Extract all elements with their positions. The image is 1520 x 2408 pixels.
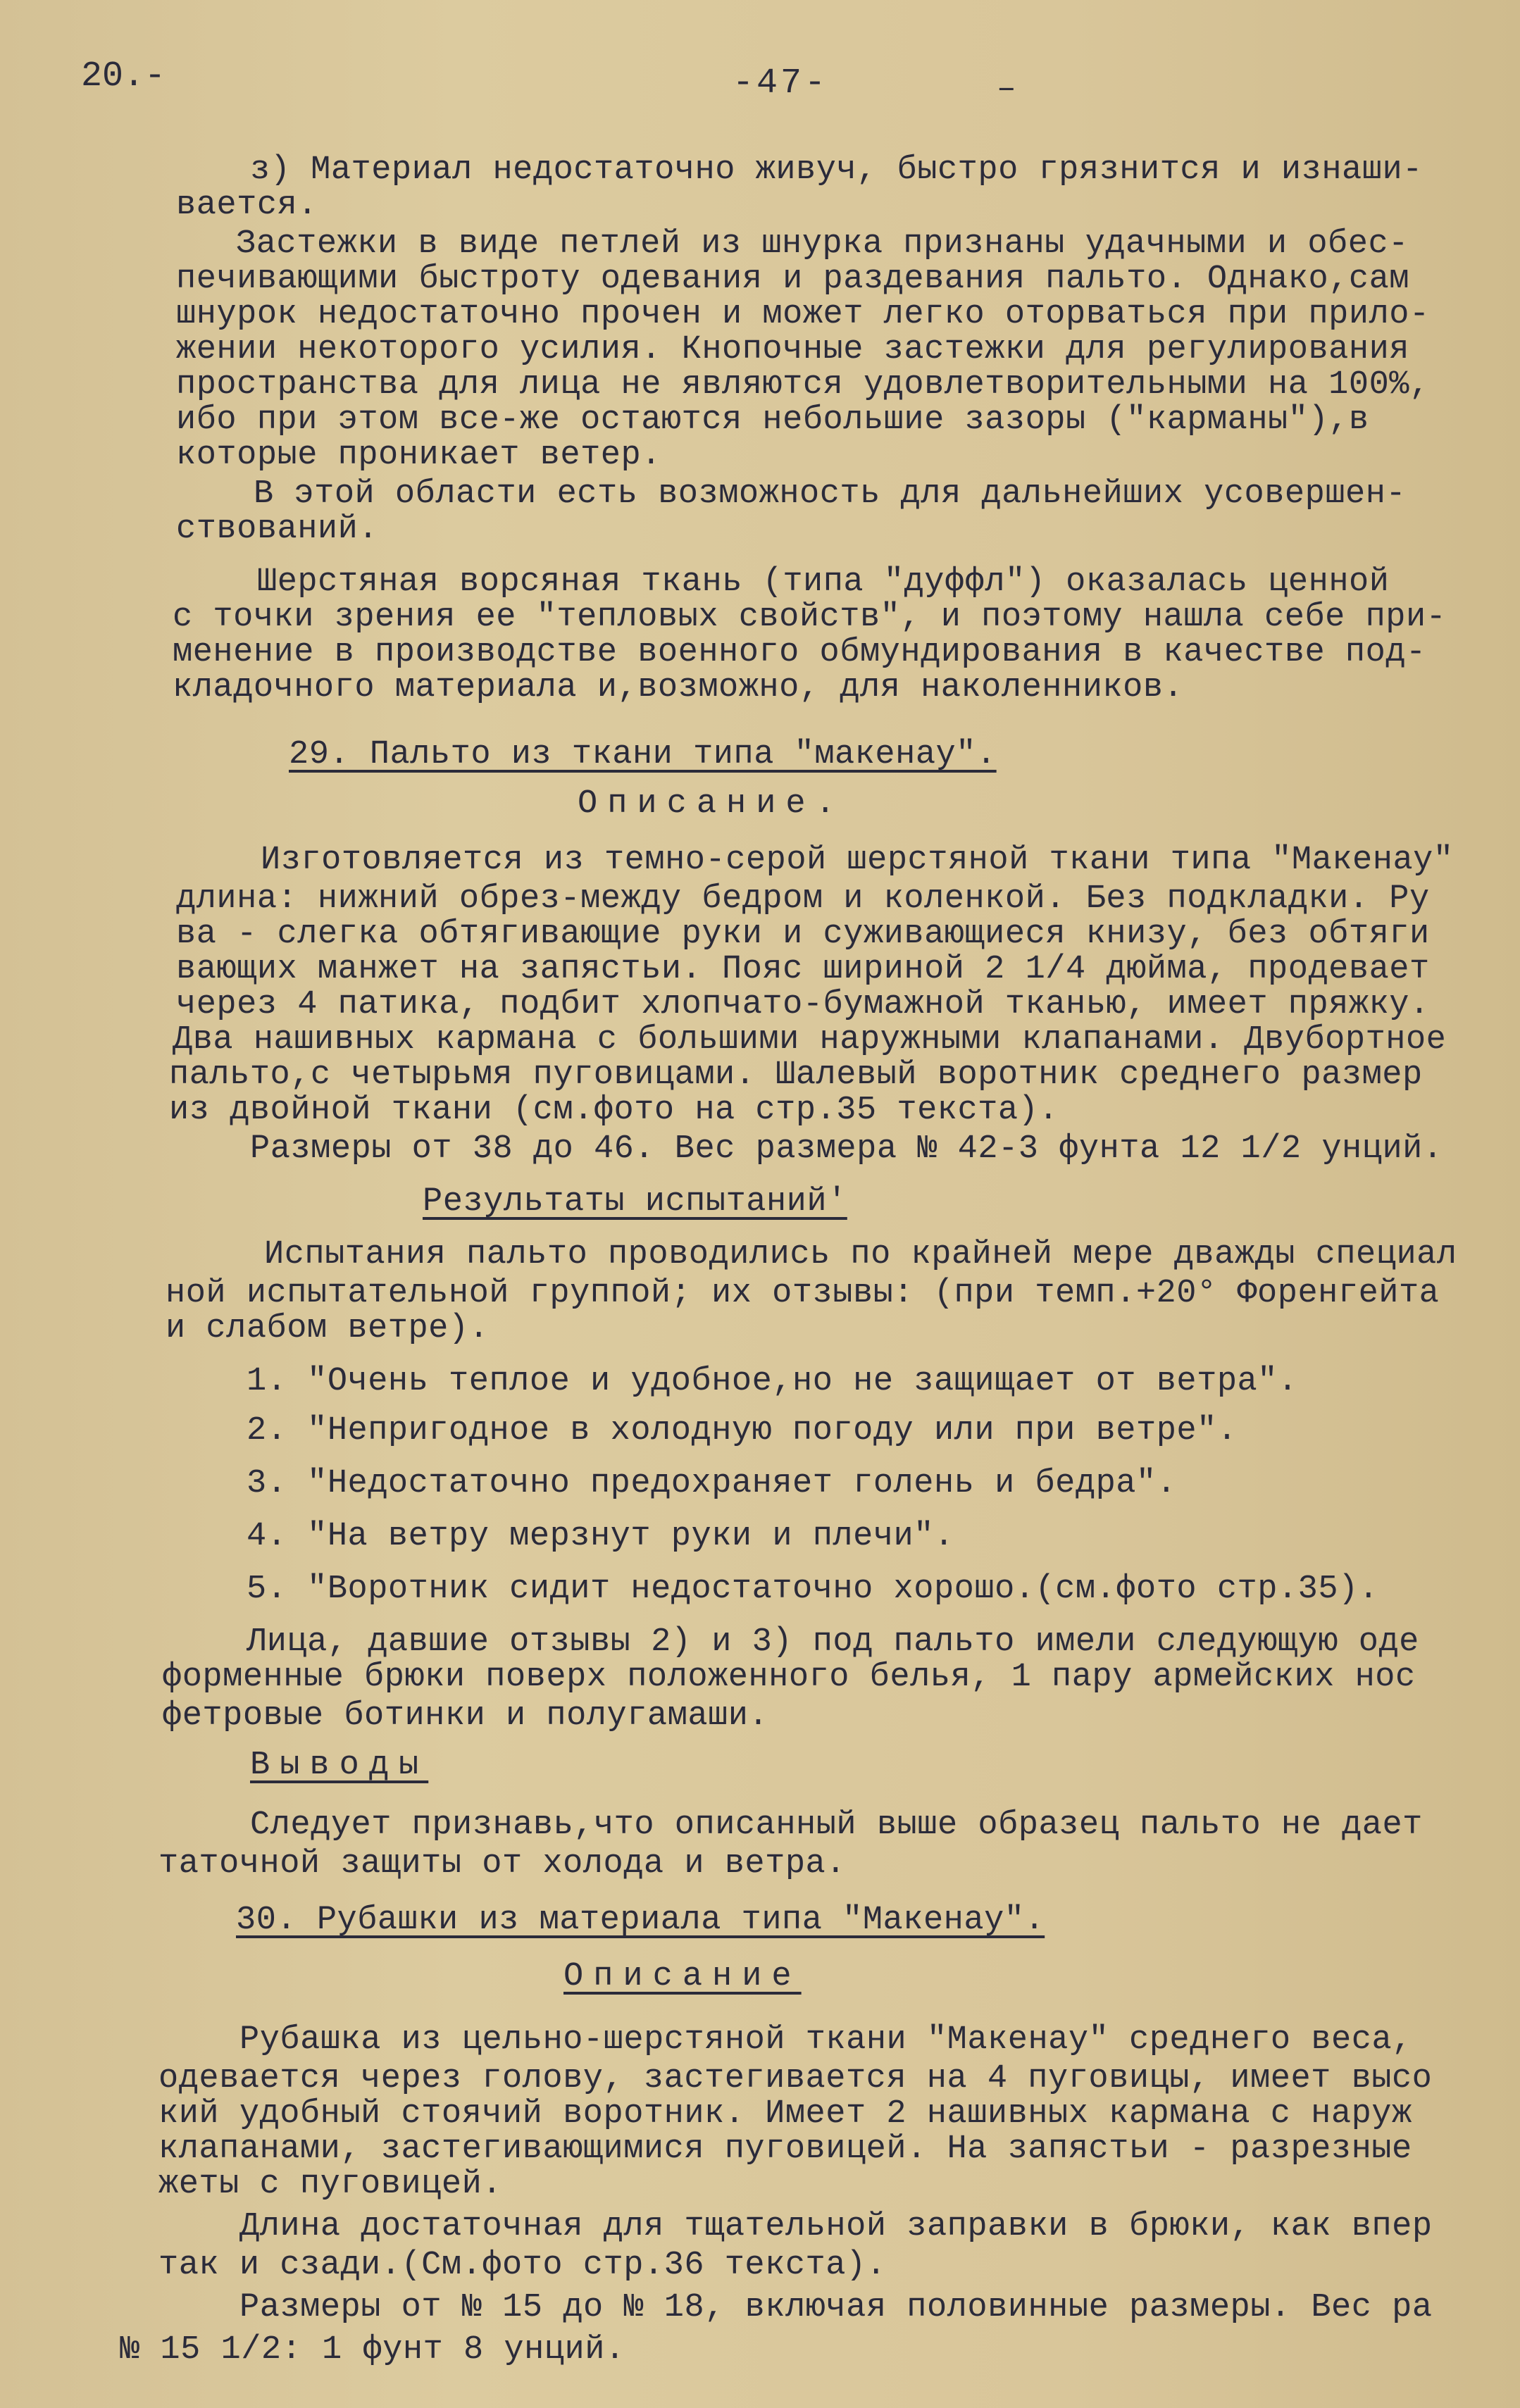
section-subheading: Описание [563, 1958, 802, 1995]
section-subheading: Описание. [578, 785, 845, 823]
text-line: пальто,с четырьмя пуговицами. Шалевый воротник среднего размер [169, 1056, 1423, 1094]
section-subheading: Результаты испытаний' [423, 1183, 847, 1221]
list-item: 5. "Воротник сидит недостаточно хорошо.(см.фото стр.35). [247, 1571, 1379, 1608]
text-line: Шерстяная ворсяная ткань (типа "дуффл") оказалась ценной [257, 563, 1390, 601]
text-line: пространства для лица не являются удовлетворительными на 100%, [176, 366, 1430, 404]
text-line: В этой области есть возможность для дальнейших усовершен- [254, 475, 1407, 513]
text-line: которые проникает ветер. [176, 437, 661, 474]
text-line: Длина достаточная для тщательной заправки в брюки, как впер [239, 2208, 1433, 2245]
text-line: з) Материал недостаточно живуч, быстро грязнится и изнаши- [250, 151, 1423, 189]
text-line: ной испытательной группой; их отзывы: (при темп.+20° Форенгейта [166, 1275, 1440, 1312]
text-line: и слабом ветре). [166, 1310, 490, 1347]
text-line: фетровые ботинки и полугамаши. [162, 1697, 769, 1735]
text-line: шнурок недостаточно прочен и может легко оторваться при прило- [176, 296, 1430, 333]
text-line: Застежки в виде петлей из шнурка признаны удачными и обес- [236, 225, 1409, 263]
text-line: Размеры от № 15 до № 18, включая половинные размеры. Вес ра [239, 2289, 1433, 2326]
text-line: кий удобный стоячий воротник. Имеет 2 нашивных кармана с наруж [158, 2095, 1412, 2133]
text-line: вающих манжет на запястьи. Пояс шириной 2 1/4 дюйма, продевает [176, 951, 1430, 988]
section-subheading: Выводы [250, 1747, 429, 1784]
text-line: Следует признавь,что описанный выше образец пальто не дает [250, 1807, 1423, 1844]
text-line: форменные брюки поверх положенного белья, 1 пару армейских нос [162, 1659, 1416, 1696]
text-line: ибо при этом все-же остаются небольшие зазоры ("карманы"),в [176, 401, 1369, 439]
text-line: Изготовляется из темно-серой шерстяной ткани типа "Макенау" [261, 842, 1454, 879]
list-item: 4. "На ветру мерзнут руки и плечи". [247, 1518, 954, 1555]
text-line: таточной защиты от холода и ветра. [158, 1845, 846, 1883]
text-line: Лица, давшие отзывы 2) и 3) под пальто имели следующую оде [247, 1623, 1419, 1661]
text-line: из двойной ткани (см.фото на стр.35 текста). [169, 1092, 1059, 1129]
text-line: с точки зрения ее "тепловых свойств", и поэтому нашла себе при- [173, 599, 1447, 636]
text-line: одевается через голову, застегивается на 4 пуговицы, имеет высо [158, 2060, 1433, 2097]
text-line: жении некоторого усилия. Кнопочные застежки для регулирования [176, 331, 1409, 368]
text-line: Испытания пальто проводились по крайней мере дважды специал [264, 1236, 1457, 1273]
list-item: 1. "Очень теплое и удобное,но не защищает от ветра". [247, 1363, 1298, 1400]
text-line: кладочного материала и,возможно, для наколенников. [173, 669, 1184, 706]
text-line: жеты с пуговицей. [158, 2166, 502, 2203]
text-line: Два нашивных кармана с большими наружными клапанами. Двубортное [173, 1021, 1447, 1059]
list-item: 3. "Недостаточно предохраняет голень и бедра". [247, 1465, 1177, 1502]
text-line: ствований. [176, 511, 379, 548]
text-line: Рубашка из цельно-шерстяной ткани "Макенау" среднего веса, [239, 2021, 1412, 2059]
text-line: так и сзади.(См.фото стр.36 текста). [158, 2247, 887, 2284]
text-line: менение в производстве военного обмундирования в качестве под- [173, 634, 1426, 671]
section-heading: 29. Пальто из ткани типа "макенау". [289, 736, 997, 773]
list-item: 2. "Непригодное в холодную погоду или при ветре". [247, 1412, 1238, 1449]
text-line: печивающими быстроту одевания и раздевания пальто. Однако,сам [176, 261, 1409, 298]
page-number: -47- [733, 63, 829, 104]
text-line: ва - слегка обтягивающие руки и суживающиеся книзу, без обтяги [176, 916, 1430, 953]
corner-number: 20.- [81, 56, 166, 96]
text-line: клапанами, застегивающимися пуговицей. На запястьи - разрезные [158, 2131, 1412, 2168]
text-line: Размеры от 38 до 46. Вес размера № 42-3 фунта 12 1/2 унций. [250, 1130, 1443, 1168]
text-line: через 4 патика, подбит хлопчато-бумажной тканью, имеет пряжку. [176, 986, 1430, 1023]
text-line: длина: нижний обрез-между бедром и коленкой. Без подкладки. Ру [176, 880, 1430, 918]
text-line: вается. [176, 187, 318, 224]
section-heading: 30. Рубашки из материала типа "Макенау". [236, 1902, 1045, 1939]
page-mark: – [997, 70, 1016, 107]
text-line: № 15 1/2: 1 фунт 8 унций. [120, 2331, 625, 2369]
